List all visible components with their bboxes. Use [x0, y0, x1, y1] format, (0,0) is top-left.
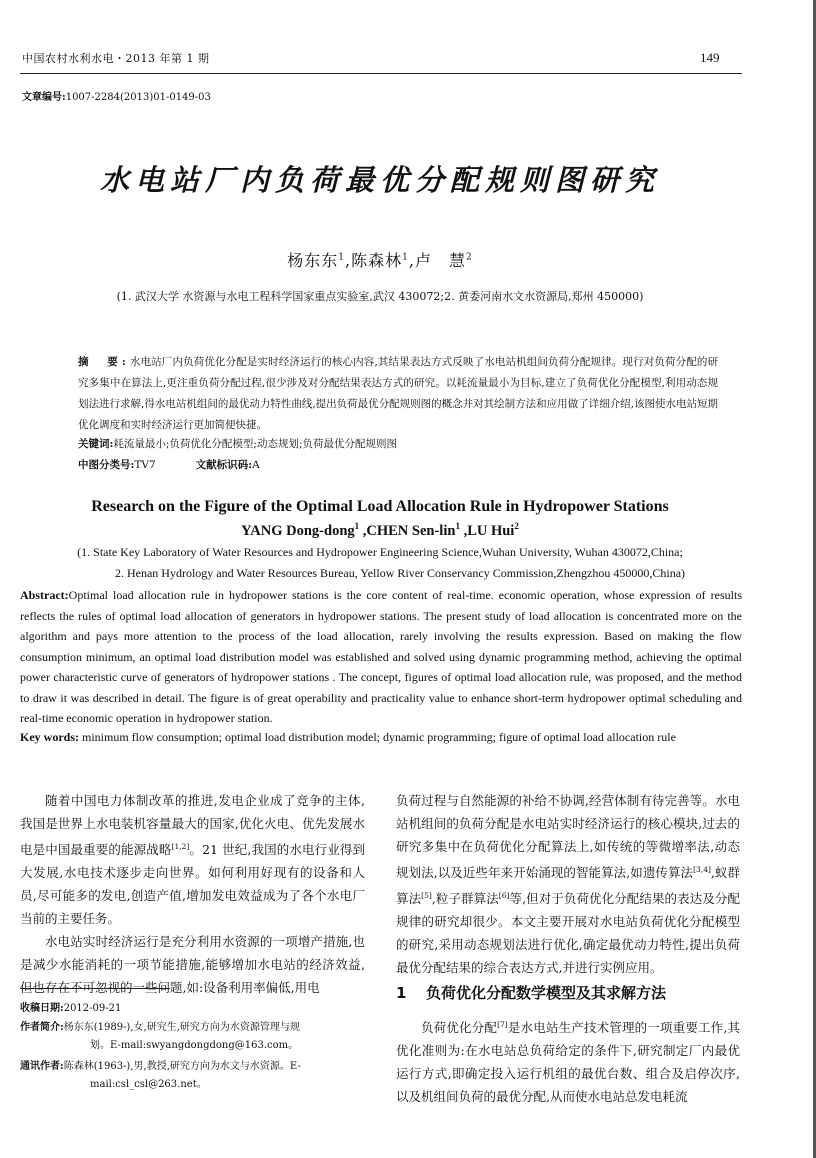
section-title: 负荷优化分配数学模型及其求解方法 — [426, 984, 667, 1002]
journal-header: 中国农村水利水电・2013 年第 1 期 — [22, 52, 210, 65]
body-paragraph: 水电站实时经济运行是充分利用水资源的一项增产措施,也是减少水能消耗的一项节能措施,能够增加水电站的经济效益,但也存在不可忽视的一些问题,如:设备利用率偏低,用电 — [20, 934, 365, 996]
article-number — [22, 88, 211, 103]
corresponding-label: 通讯作者: — [20, 1061, 64, 1072]
keywords-cn — [78, 436, 718, 451]
author-sep: , — [408, 251, 415, 270]
citation: [1,2] — [171, 842, 190, 851]
clc-value: TV7 — [134, 459, 156, 471]
keywords-en-label: Key words: — [20, 730, 79, 744]
body-column-left — [20, 789, 365, 999]
article-number-value: 1007-2284(2013)01-0149-03 — [65, 92, 211, 103]
keywords-en-text: minimum flow consumption; optimal load distribution model; dynamic programming; figure of optimal load allocation rule — [82, 730, 676, 744]
author-en-1: YANG Dong-dong — [241, 522, 355, 539]
author-2-sup: 1 — [402, 252, 409, 263]
authors-cn — [0, 248, 760, 271]
author-sep: , — [345, 251, 352, 270]
body-text: 负荷优化分配 — [421, 1020, 498, 1036]
author-en-2-sup: 1 — [455, 521, 460, 531]
section-heading — [396, 982, 666, 1003]
title-cn: 水电站厂内负荷最优分配规则图研究 — [99, 163, 660, 197]
body-column-right — [396, 789, 740, 979]
body-text: 等,但对于负荷优化分配结果的表达及分配规律的研究却很少。本文主要开展对水电站负荷优化分配模型的研究,采用动态规划法进行优化,确定最优动力特性,提出负荷最优分配结果的综合表达方式,并进行实例应用。 — [396, 891, 740, 976]
keywords-cn-text: 耗流量最小;负荷优化分配模型;动态规划;负荷最优分配规则图 — [113, 438, 398, 450]
abstract-cn — [78, 352, 718, 436]
doc-code-value: A — [252, 459, 260, 471]
body-paragraph — [20, 789, 365, 930]
header-divider — [20, 73, 742, 74]
author-bio-email: 划。E-mail:swyangdongdong@163.com。 — [90, 1040, 299, 1051]
keywords-cn-label: 关键词: — [78, 438, 114, 450]
section-number: 1 — [396, 984, 407, 1002]
page-number: 149 — [700, 50, 720, 65]
received-value: 2012-09-21 — [63, 1003, 122, 1014]
body-text: 随着中国电力体制改革的推进,发电企业成了竞争的主体,我国是世界上水电装机容量最大的国家,优化火电、优先发展水电是中国最重要的能源战略 — [20, 793, 365, 858]
affiliation-en-line1: (1. State Key Laboratory of Water Resources and Hydropower Engineering Science,Wuhan University, Wuhan 430072,China; — [77, 545, 683, 559]
author-bio-label: 作者简介: — [20, 1022, 64, 1033]
author-en-1-sup: 1 — [354, 521, 360, 531]
body-text: 负荷过程与自然能源的补给不协调,经营体制有待完善等。水电站机组间的负荷分配是水电站实时经济运行的核心模块,过去的研究多集中在负荷优化分配算法上,如传统的等微增率法,动态规划法,以及近些年来开始涌现的智能算法,如遗传算法 — [396, 793, 740, 881]
clc-label: 中图分类号: — [78, 459, 135, 471]
received-label: 收稿日期: — [20, 1003, 64, 1014]
citation: [7] — [497, 1020, 508, 1029]
title-en: Research on the Figure of the Optimal Load Allocation Rule in Hydropower Stations — [91, 498, 669, 515]
body-paragraph — [396, 1013, 740, 1108]
authors-en: YANG Dong-dong$^1$ ,CHEN Sen-lin$^1$ ,LU Hui$^2$ — [241, 521, 519, 539]
abstract-cn-label: 摘 要: — [78, 356, 130, 368]
affiliation-cn: (1. 武汉大学 水资源与水电工程科学国家重点实验室,武汉 430072;2. 黄委河南水文水资源局,郑州 450000) — [116, 290, 644, 303]
abstract-en-label: Abstract: — [20, 588, 69, 602]
abstract-cn-text: 水电站厂内负荷优化分配是实时经济运行的核心内容,其结果表达方式反映了水电站机组间负荷分配规律。现行对负荷分配的研究多集中在算法上,更注重负荷分配过程,很少涉及对分配结果表达方式的研究。以耗流量最小为目标,建立了负荷优化分配模型,利用动态规划法进行求解,得水电站机组间的最优动力特性曲线,提出负荷最优分配规则图的概念并对其绘制方法和应用做了详细介绍,该图使水电站短期优化调度和实时经济运行更加简便快捷。 — [78, 356, 719, 431]
classification — [78, 457, 718, 472]
body-text: ,粒子群算法 — [431, 891, 499, 907]
body-paragraph — [396, 789, 740, 979]
body-text: 是水电站生产技术管理的一项重要工作,其优化准则为:在水电站总负荷给定的条件下,研究制定厂内最优运行方式,即确定投入运行机组的最优台数、组合及启停次序,以及机组间负荷的最优分配,从而使水电站总发电耗流 — [396, 1020, 740, 1105]
author-3: 卢 慧 — [414, 251, 466, 270]
keywords-en — [20, 727, 742, 748]
abstract-en — [20, 585, 742, 729]
citation: [5] — [421, 891, 432, 901]
footnote-author — [20, 1019, 365, 1055]
author-3-sup: 2 — [465, 252, 473, 263]
citation: [6] — [498, 891, 510, 901]
citation: [3,4] — [693, 865, 711, 874]
body-text: 。21 世纪,我国的水电行业得到大发展,水电技术逐步走向世界。如何利用好现有的设备和人员,尽可能多的发电,创造产值,增加发电效益成为了各个水电厂当前的主要任务。 — [20, 842, 365, 927]
article-number-label: 文章编号: — [22, 92, 66, 103]
affiliation-en-line2: 2. Henan Hydrology and Water Resources Bureau, Yellow River Conservancy Commission,Zhengzhou 450000,China) — [114, 566, 686, 580]
author-1-sup: 1 — [338, 252, 346, 263]
footnote-corresponding — [20, 1058, 365, 1094]
author-bio-text: 杨东东(1989-),女,研究生,研究方向为水资源管理与规 — [63, 1022, 300, 1033]
corresponding-text: 陈森林(1963-),男,教授,研究方向为水文与水资源。E- — [63, 1061, 301, 1072]
author-en-3: LU Hui — [467, 522, 515, 539]
author-2: 陈森林 — [351, 251, 403, 270]
corresponding-email: mail:csl_csl@263.net。 — [90, 1079, 207, 1090]
body-text: ,蚁群算法 — [396, 865, 740, 907]
author-1: 杨东东 — [287, 251, 339, 270]
author-en-2: CHEN Sen-lin — [366, 522, 456, 539]
body-column-right-section — [396, 1013, 740, 1108]
author-en-3-sup: 2 — [514, 521, 519, 531]
footnote-divider — [20, 988, 170, 989]
footnote-received — [20, 1000, 365, 1018]
abstract-en-text: Optimal load allocation rule in hydropower stations is the core content of real-time. economic operation, whose expression of results reflects the rules of optimal load allocation of generators in hydropower stations. The present study of load allocation is concentrated more on the algorithm and pays more attention to the process of the load allocation, rarely involving the results expression. Based on making the flow consumption minimum, an optimal load distribution model was established and solved using dynamic programming method, achieving the optimal power characteristic curve of generators of hydropower stations . The concept, figures of optimal load allocation rule, was proposed, and the method to draw it was described in detail. The figure is of great operability and practicality value to enhance short-term hydropower optimal scheduling and real-time economic operation in hydropower station. — [20, 588, 742, 725]
doc-code-label: 文献标识码: — [195, 459, 253, 471]
